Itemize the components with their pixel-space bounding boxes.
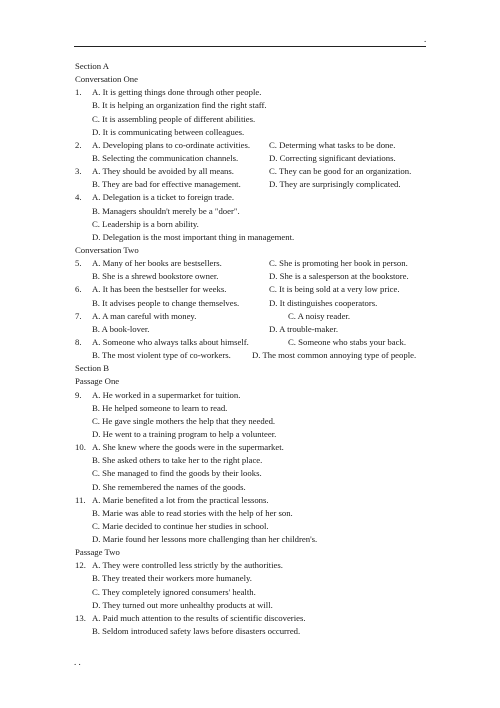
option-line — [75, 494, 435, 507]
option-line — [75, 389, 435, 402]
answer-option: B. She is a shrewd bookstore owner. — [92, 271, 219, 282]
answer-option: B. The most violent type of co-workers. — [92, 350, 231, 361]
option-line — [75, 625, 435, 638]
option-line — [75, 283, 435, 296]
answer-option: B. Selecting the communication channels. — [92, 152, 239, 163]
option-line — [75, 336, 435, 349]
answer-option: B. Seldom introduced safety laws before disasters occurred. — [92, 626, 301, 637]
question-number: 13. — [75, 612, 86, 623]
section-heading — [75, 60, 435, 73]
heading-text: Section A — [75, 61, 110, 71]
section-heading — [75, 73, 435, 86]
option-line — [75, 349, 435, 362]
answer-option: C. She managed to find the goods by their looks. — [92, 468, 262, 479]
answer-option: B. He helped someone to learn to read. — [92, 402, 228, 413]
option-line — [75, 165, 435, 178]
option-line — [75, 218, 435, 231]
option-line — [75, 323, 435, 336]
option-line — [75, 533, 435, 546]
answer-option: B. They are bad for effective management. — [92, 179, 241, 190]
option-line — [75, 297, 435, 310]
option-line — [75, 586, 435, 599]
option-line — [75, 572, 435, 585]
answer-option: C. Determing what tasks to be done. — [269, 139, 396, 150]
answer-option: A. It is getting things done through other people. — [92, 87, 262, 98]
answer-option: D. They are surprisingly complicated. — [269, 179, 401, 190]
heading-text: Conversation One — [75, 74, 138, 85]
answer-option: B. It is helping an organization find the right staff. — [92, 100, 267, 111]
option-line — [75, 481, 435, 494]
option-line — [75, 310, 435, 323]
answer-option: D. It distinguishes cooperators. — [269, 297, 378, 308]
answer-option: A. Developing plans to co-ordinate activities. — [92, 139, 251, 150]
section-heading — [75, 546, 435, 559]
option-line — [75, 402, 435, 415]
option-line — [75, 612, 435, 625]
answer-option: C. A noisy reader. — [288, 310, 351, 321]
option-line — [75, 257, 435, 270]
answer-option: A. A man careful with money. — [92, 310, 197, 321]
question-number: 12. — [75, 560, 86, 571]
question-number: 3. — [75, 166, 82, 177]
answer-option: A. Marie benefited a lot from the practical lessons. — [92, 494, 269, 505]
option-line — [75, 454, 435, 467]
answer-option: B. She asked others to take her to the right place. — [92, 455, 263, 466]
option-line — [75, 139, 435, 152]
option-line — [75, 113, 435, 126]
option-line — [75, 231, 435, 244]
answer-option: D. He went to a training program to help a volunteer. — [92, 428, 277, 439]
answer-option: D. Marie found her lessons more challenging than her children's. — [92, 534, 318, 545]
answer-option: C. Someone who stabs your back. — [288, 336, 406, 347]
answer-option: A. They were controlled less strictly by the authorities. — [92, 560, 283, 571]
option-line — [75, 86, 435, 99]
option-line — [75, 520, 435, 533]
option-line — [75, 191, 435, 204]
option-line — [75, 559, 435, 572]
option-line — [75, 428, 435, 441]
option-line — [75, 126, 435, 139]
answer-option: D. A trouble-maker. — [269, 323, 339, 334]
heading-text: Passage One — [75, 376, 120, 387]
answer-option: D. The most common annoying type of people. — [252, 350, 417, 361]
option-line — [75, 441, 435, 454]
question-number: 9. — [75, 389, 82, 400]
answer-option: C. She is promoting her book in person. — [269, 258, 408, 269]
answer-option: B. They treated their workers more humanely. — [92, 573, 252, 584]
answer-option: B. Marie was able to read stories with the help of her son. — [92, 507, 293, 518]
question-number: 7. — [75, 310, 82, 321]
footer-mark: . . — [74, 657, 81, 667]
question-number: 8. — [75, 336, 82, 347]
answer-option: D. Delegation is the most important thing in management. — [92, 231, 295, 242]
heading-text: Conversation Two — [75, 244, 139, 255]
option-line — [75, 178, 435, 191]
question-list — [75, 60, 435, 638]
heading-text: Section B — [75, 363, 110, 374]
header-rule — [74, 46, 426, 47]
answer-option: D. She remembered the names of the goods. — [92, 481, 246, 492]
header-mark: . — [424, 34, 427, 44]
option-line — [75, 270, 435, 283]
answer-option: B. A book-lover. — [92, 323, 150, 334]
answer-option: B. Managers shouldn't merely be a "doer". — [92, 205, 240, 216]
answer-option: C. It is assembling people of different abilities. — [92, 113, 256, 124]
option-line — [75, 99, 435, 112]
answer-option: A. They should be avoided by all means. — [92, 166, 234, 177]
answer-option: A. She knew where the goods were in the supermarket. — [92, 442, 284, 453]
answer-option: A. Someone who always talks about himself. — [92, 336, 249, 347]
answer-option: A. Delegation is a ticket to foreign trade. — [92, 192, 235, 203]
answer-option: D. It is communicating between colleagues. — [92, 126, 245, 137]
section-heading — [75, 362, 435, 375]
answer-option: D. Correcting significant deviations. — [269, 152, 396, 163]
answer-option: C. He gave single mothers the help that they needed. — [92, 415, 276, 426]
answer-option: C. It is being sold at a very low price. — [269, 284, 400, 295]
option-line — [75, 415, 435, 428]
option-line — [75, 599, 435, 612]
answer-option: D. She is a salesperson at the bookstore. — [269, 271, 409, 282]
question-number: 1. — [75, 87, 82, 98]
question-number: 6. — [75, 284, 82, 295]
section-heading — [75, 375, 435, 388]
answer-option: A. Many of her books are bestsellers. — [92, 258, 222, 269]
answer-option: C. Marie decided to continue her studies in school. — [92, 520, 269, 531]
heading-text: Passage Two — [75, 547, 120, 558]
question-number: 11. — [75, 494, 86, 505]
question-number: 4. — [75, 192, 82, 203]
option-line — [75, 467, 435, 480]
answer-option: D. They turned out more unhealthy products at will. — [92, 599, 273, 610]
option-line — [75, 205, 435, 218]
answer-option: C. Leadership is a born ability. — [92, 218, 199, 229]
answer-option: A. It has been the bestseller for weeks. — [92, 284, 227, 295]
section-heading — [75, 244, 435, 257]
option-line — [75, 152, 435, 165]
question-number: 5. — [75, 258, 82, 269]
option-line — [75, 507, 435, 520]
question-number: 10. — [75, 442, 86, 453]
answer-option: C. They completely ignored consumers' health. — [92, 586, 256, 597]
answer-option: C. They can be good for an organization. — [269, 166, 412, 177]
answer-option: A. He worked in a supermarket for tuition. — [92, 389, 241, 400]
answer-option: A. Paid much attention to the results of scientific discoveries. — [92, 612, 306, 623]
answer-option: B. It advises people to change themselves. — [92, 297, 240, 308]
question-number: 2. — [75, 139, 82, 150]
